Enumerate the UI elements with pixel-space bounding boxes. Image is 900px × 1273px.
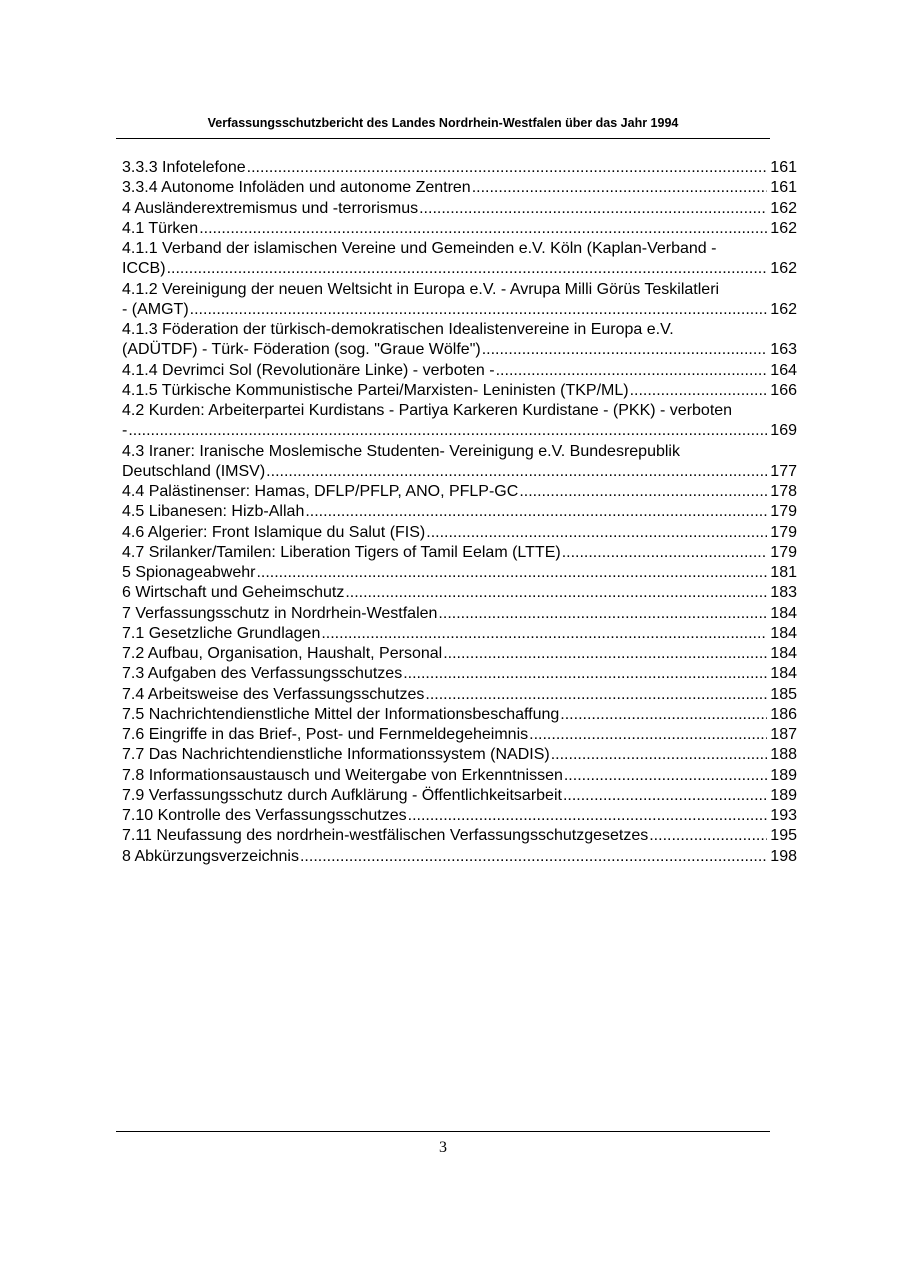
toc-entry[interactable]	[122, 786, 797, 806]
toc-entry[interactable]	[122, 583, 797, 603]
toc-entry-page: 181	[770, 564, 797, 581]
dot-leader	[529, 725, 767, 745]
toc-entry-page: 183	[770, 584, 797, 602]
toc-entry-page: 169	[770, 422, 797, 440]
toc-entry[interactable]	[122, 442, 797, 483]
toc-entry-text: 7.6 Eingriffe in das Brief-, Post- und Fernmeldegeheimnis	[122, 726, 529, 743]
toc-entry-text: Deutschland (IMSV)	[122, 462, 266, 480]
toc-entry-text: 4.6 Algerier: Front Islamique du Salut (FIS)	[122, 523, 426, 541]
toc-entry-text: 4.4 Palästinenser: Hamas, DFLP/PFLP, ANO, PFLP-GC	[122, 483, 519, 500]
toc-entry-text: 7.1 Gesetzliche Grundlagen	[122, 624, 321, 642]
toc-entry-text: 4.1.1 Verband der islamischen Vereine und Gemeinden e.V. Köln (Kaplan-Verband -	[122, 240, 717, 257]
toc-entry[interactable]	[122, 664, 797, 684]
page-header: Verfassungsschutzbericht des Landes Nordrhein-Westfalen über das Jahr 1994	[207, 116, 679, 130]
toc-entry-text: -	[122, 422, 128, 440]
dot-leader	[426, 523, 767, 543]
toc-entry-page: 162	[770, 219, 797, 237]
toc-entry-text: 4.1.5 Türkische Kommunistische Partei/Marxisten- Leninisten (TKP/ML)	[122, 381, 629, 399]
toc-entry-page: 198	[770, 847, 797, 865]
toc-entry-page: 162	[770, 260, 797, 278]
dot-leader	[630, 381, 768, 401]
toc-entry[interactable]	[122, 219, 797, 239]
toc-entry-page: 185	[770, 685, 797, 703]
toc-entry-text: 4.1.3 Föderation der türkisch-demokratischen Idealistenvereine in Europa e.V.	[122, 321, 674, 338]
toc-entry-text: 4.1.4 Devrimci Sol (Revolutionäre Linke) - verboten -	[122, 361, 495, 379]
dot-leader	[564, 766, 767, 786]
toc-entry-text: 4.7 Srilanker/Tamilen: Liberation Tigers of Tamil Eelam (LTTE)	[122, 543, 561, 561]
dot-leader	[199, 219, 767, 239]
toc-entry[interactable]	[122, 543, 797, 563]
dot-leader	[649, 826, 767, 846]
toc-entry-page: 179	[770, 543, 797, 561]
dot-leader	[496, 361, 768, 381]
toc-entry-page: 189	[770, 766, 797, 784]
toc-entry-page: 178	[770, 483, 797, 500]
toc-entry[interactable]	[122, 563, 797, 583]
toc-entry-page: 179	[770, 503, 797, 521]
footer-divider	[116, 1131, 770, 1132]
toc-entry[interactable]	[122, 766, 797, 786]
toc-entry-text: 7.4 Arbeitsweise des Verfassungsschutzes	[122, 685, 425, 703]
toc-entry-page: 184	[770, 624, 797, 642]
toc-entry[interactable]	[122, 745, 797, 765]
toc-entry-text: 7.10 Kontrolle des Verfassungsschutzes	[122, 807, 407, 824]
dot-leader	[472, 178, 768, 198]
toc-entry[interactable]	[122, 401, 797, 442]
toc-entry[interactable]	[122, 725, 797, 745]
toc-entry-text: 4.2 Kurden: Arbeiterpartei Kurdistans - Partiya Karkeren Kurdistane - (PKK) - verboten	[122, 402, 733, 419]
toc-entry-text: 4.5 Libanesen: Hizb-Allah	[122, 503, 305, 521]
toc-entry[interactable]	[122, 239, 797, 280]
toc-entry-text: 3.3.4 Autonome Infoläden und autonome Zentren	[122, 179, 471, 197]
toc-entry-page: 163	[770, 341, 797, 359]
toc-entry-page: 179	[770, 523, 797, 541]
dot-leader	[167, 259, 768, 279]
dot-leader	[425, 685, 767, 705]
header-divider	[116, 138, 770, 139]
toc-entry[interactable]	[122, 685, 797, 705]
toc-entry-page: 162	[770, 300, 797, 318]
toc-entry[interactable]	[122, 806, 797, 826]
dot-leader	[408, 806, 768, 826]
toc-entry-text: 7.7 Das Nachrichtendienstliche Informationssystem (NADIS)	[122, 746, 550, 764]
toc-entry-page: 161	[770, 159, 797, 176]
dot-leader	[256, 563, 767, 583]
toc-entry-page: 161	[770, 179, 797, 197]
table-of-contents	[122, 158, 797, 867]
toc-entry[interactable]	[122, 361, 797, 381]
toc-entry[interactable]	[122, 705, 797, 725]
toc-entry-text: 7.5 Nachrichtendienstliche Mittel der Informationsbeschaffung	[122, 705, 560, 723]
dot-leader	[190, 300, 768, 320]
toc-entry[interactable]	[122, 502, 797, 522]
dot-leader	[482, 340, 768, 360]
page-number: 3	[439, 1139, 447, 1156]
toc-entry-page: 184	[770, 645, 797, 662]
toc-entry[interactable]	[122, 280, 797, 321]
toc-entry[interactable]	[122, 158, 797, 178]
toc-entry[interactable]	[122, 199, 797, 219]
dot-leader	[305, 502, 767, 522]
toc-entry-text: 7.3 Aufgaben des Verfassungsschutzes	[122, 665, 403, 683]
toc-entry-page: 187	[770, 726, 797, 743]
toc-entry-page: 166	[770, 381, 797, 399]
toc-entry-page: 162	[770, 199, 797, 217]
toc-entry-text: 8 Abkürzungsverzeichnis	[122, 847, 299, 865]
toc-entry-text: 4.3 Iraner: Iranische Moslemische Studenten- Vereinigung e.V. Bundesrepublik	[122, 442, 680, 460]
toc-entry-text: 7.8 Informationsaustausch und Weitergabe von Erkenntnissen	[122, 766, 563, 784]
toc-entry[interactable]	[122, 178, 797, 198]
toc-entry-page: 184	[770, 665, 797, 683]
toc-entry[interactable]	[122, 847, 797, 867]
toc-entry-page: 164	[770, 361, 797, 379]
toc-entry-text: 4.1 Türken	[122, 219, 199, 237]
toc-entry-text: 3.3.3 Infotelefone	[122, 159, 246, 176]
toc-entry[interactable]	[122, 523, 797, 543]
dot-leader	[266, 462, 767, 482]
toc-entry-text: 7.9 Verfassungsschutz durch Aufklärung - Öffentlichkeitsarbeit	[122, 786, 562, 804]
toc-entry-page: 177	[770, 462, 797, 480]
dot-leader	[562, 543, 768, 563]
dot-leader	[443, 644, 767, 664]
toc-entry-page: 186	[770, 705, 797, 723]
toc-entry-text: 7 Verfassungsschutz in Nordrhein-Westfalen	[122, 604, 438, 622]
toc-entry-text: ICCB)	[122, 260, 166, 278]
toc-entry[interactable]	[122, 644, 797, 664]
toc-entry-page: 195	[770, 827, 797, 845]
toc-entry-page: 189	[770, 786, 797, 804]
dot-leader	[300, 847, 767, 867]
dot-leader	[563, 786, 767, 806]
toc-entry-page: 184	[770, 604, 797, 622]
toc-entry[interactable]	[122, 381, 797, 401]
toc-entry-text: 4.1.2 Vereinigung der neuen Weltsicht in Europa e.V. - Avrupa Milli Görüs Teskilatleri	[122, 280, 720, 298]
dot-leader	[419, 199, 767, 219]
dot-leader	[551, 745, 768, 765]
toc-entry-text: 5 Spionageabwehr	[122, 564, 256, 581]
toc-entry-text: 7.2 Aufbau, Organisation, Haushalt, Personal	[122, 645, 443, 662]
toc-entry-text: - (AMGT)	[122, 300, 189, 318]
toc-entry-page: 188	[770, 746, 797, 764]
dot-leader	[560, 705, 767, 725]
toc-entry[interactable]	[122, 604, 797, 624]
dot-leader	[321, 624, 767, 644]
toc-entry[interactable]	[122, 320, 797, 361]
dot-leader	[128, 421, 767, 441]
toc-entry[interactable]	[122, 482, 797, 502]
dot-leader	[519, 482, 767, 502]
toc-entry-text: 7.11 Neufassung des nordrhein-westfälischen Verfassungsschutzgesetzes	[122, 827, 649, 845]
dot-leader	[403, 664, 767, 684]
toc-entry[interactable]	[122, 826, 797, 846]
toc-entry-text: 4 Ausländerextremismus und -terrorismus	[122, 199, 419, 217]
toc-entry-page: 193	[770, 807, 797, 824]
toc-entry-text: 6 Wirtschaft und Geheimschutz	[122, 584, 345, 602]
toc-entry-text: (ADÜTDF) - Türk- Föderation (sog. "Graue Wölfe")	[122, 341, 481, 359]
dot-leader	[247, 158, 768, 178]
dot-leader	[438, 604, 767, 624]
toc-entry[interactable]	[122, 624, 797, 644]
dot-leader	[345, 583, 767, 603]
